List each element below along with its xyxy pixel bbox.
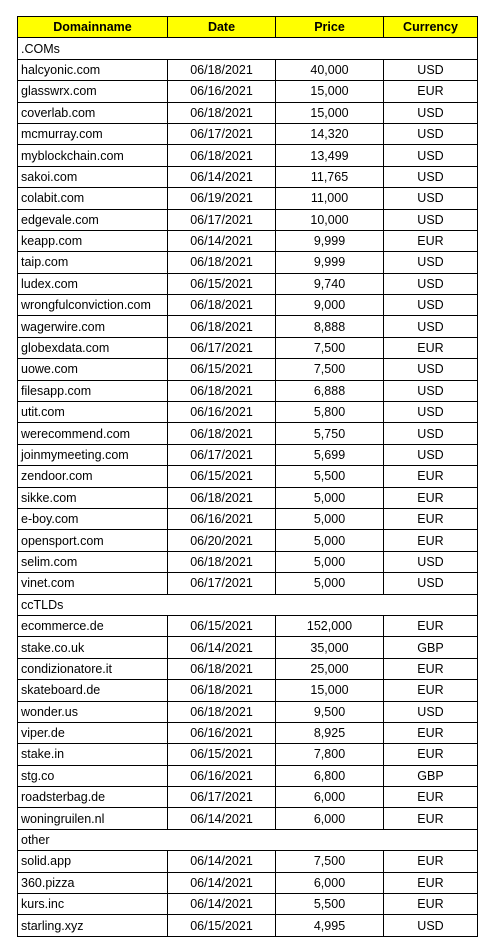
date-cell: 06/16/2021 bbox=[168, 722, 276, 743]
currency-cell: USD bbox=[384, 359, 478, 380]
header-domainname: Domainname bbox=[18, 17, 168, 38]
currency-cell: EUR bbox=[384, 894, 478, 915]
date-cell: 06/18/2021 bbox=[168, 551, 276, 572]
date-cell: 06/19/2021 bbox=[168, 188, 276, 209]
domain-sales-table bbox=[17, 16, 478, 937]
date-cell: 06/16/2021 bbox=[168, 765, 276, 786]
price-cell: 5,000 bbox=[276, 530, 384, 551]
currency-cell: EUR bbox=[384, 808, 478, 829]
price-cell: 15,000 bbox=[276, 81, 384, 102]
date-cell: 06/14/2021 bbox=[168, 872, 276, 893]
table-body bbox=[18, 38, 478, 936]
currency-cell: EUR bbox=[384, 851, 478, 872]
price-cell: 5,000 bbox=[276, 573, 384, 594]
table-row bbox=[18, 230, 478, 251]
price-cell: 11,000 bbox=[276, 188, 384, 209]
date-cell: 06/15/2021 bbox=[168, 744, 276, 765]
table-row bbox=[18, 551, 478, 572]
currency-cell: USD bbox=[384, 252, 478, 273]
section-title: other bbox=[18, 829, 478, 850]
domain-cell: mcmurray.com bbox=[18, 123, 168, 144]
price-cell: 7,500 bbox=[276, 337, 384, 358]
date-cell: 06/14/2021 bbox=[168, 894, 276, 915]
price-cell: 14,320 bbox=[276, 123, 384, 144]
section-title: ccTLDs bbox=[18, 594, 478, 615]
date-cell: 06/18/2021 bbox=[168, 487, 276, 508]
header-price: Price bbox=[276, 17, 384, 38]
domain-cell: werecommend.com bbox=[18, 423, 168, 444]
currency-cell: EUR bbox=[384, 744, 478, 765]
currency-cell: EUR bbox=[384, 787, 478, 808]
currency-cell: EUR bbox=[384, 680, 478, 701]
date-cell: 06/18/2021 bbox=[168, 680, 276, 701]
table-row bbox=[18, 637, 478, 658]
domain-cell: ecommerce.de bbox=[18, 615, 168, 636]
domain-cell: stg.co bbox=[18, 765, 168, 786]
price-cell: 6,888 bbox=[276, 380, 384, 401]
table-row bbox=[18, 487, 478, 508]
domain-cell: condizionatore.it bbox=[18, 658, 168, 679]
currency-cell: USD bbox=[384, 188, 478, 209]
price-cell: 9,740 bbox=[276, 273, 384, 294]
price-cell: 5,000 bbox=[276, 551, 384, 572]
date-cell: 06/18/2021 bbox=[168, 380, 276, 401]
section-row bbox=[18, 594, 478, 615]
domain-cell: roadsterbag.de bbox=[18, 787, 168, 808]
table-row bbox=[18, 722, 478, 743]
date-cell: 06/14/2021 bbox=[168, 166, 276, 187]
currency-cell: USD bbox=[384, 380, 478, 401]
table-row bbox=[18, 359, 478, 380]
domain-cell: colabit.com bbox=[18, 188, 168, 209]
domain-cell: taip.com bbox=[18, 252, 168, 273]
price-cell: 8,925 bbox=[276, 722, 384, 743]
price-cell: 5,000 bbox=[276, 508, 384, 529]
section-row bbox=[18, 38, 478, 59]
currency-cell: USD bbox=[384, 273, 478, 294]
date-cell: 06/17/2021 bbox=[168, 123, 276, 144]
date-cell: 06/16/2021 bbox=[168, 508, 276, 529]
date-cell: 06/18/2021 bbox=[168, 316, 276, 337]
domain-cell: uowe.com bbox=[18, 359, 168, 380]
price-cell: 6,800 bbox=[276, 765, 384, 786]
currency-cell: USD bbox=[384, 402, 478, 423]
price-cell: 5,699 bbox=[276, 444, 384, 465]
date-cell: 06/20/2021 bbox=[168, 530, 276, 551]
domain-cell: selim.com bbox=[18, 551, 168, 572]
currency-cell: USD bbox=[384, 123, 478, 144]
price-cell: 8,888 bbox=[276, 316, 384, 337]
domain-cell: myblockchain.com bbox=[18, 145, 168, 166]
table-row bbox=[18, 466, 478, 487]
currency-cell: EUR bbox=[384, 230, 478, 251]
domain-cell: filesapp.com bbox=[18, 380, 168, 401]
table-row bbox=[18, 166, 478, 187]
domain-cell: wrongfulconviction.com bbox=[18, 295, 168, 316]
price-cell: 7,500 bbox=[276, 851, 384, 872]
table-row bbox=[18, 808, 478, 829]
currency-cell: USD bbox=[384, 551, 478, 572]
price-cell: 7,800 bbox=[276, 744, 384, 765]
price-cell: 11,765 bbox=[276, 166, 384, 187]
currency-cell: USD bbox=[384, 166, 478, 187]
date-cell: 06/15/2021 bbox=[168, 359, 276, 380]
table-row bbox=[18, 59, 478, 80]
currency-cell: USD bbox=[384, 701, 478, 722]
table-row bbox=[18, 894, 478, 915]
date-cell: 06/18/2021 bbox=[168, 295, 276, 316]
table-row bbox=[18, 273, 478, 294]
domain-cell: solid.app bbox=[18, 851, 168, 872]
price-cell: 5,800 bbox=[276, 402, 384, 423]
price-cell: 4,995 bbox=[276, 915, 384, 936]
table-row bbox=[18, 123, 478, 144]
domain-cell: viper.de bbox=[18, 722, 168, 743]
domain-cell: e-boy.com bbox=[18, 508, 168, 529]
domain-cell: joinmymeeting.com bbox=[18, 444, 168, 465]
price-cell: 7,500 bbox=[276, 359, 384, 380]
domain-cell: stake.in bbox=[18, 744, 168, 765]
table-row bbox=[18, 744, 478, 765]
currency-cell: EUR bbox=[384, 81, 478, 102]
domain-cell: starling.xyz bbox=[18, 915, 168, 936]
section-row bbox=[18, 829, 478, 850]
date-cell: 06/14/2021 bbox=[168, 230, 276, 251]
currency-cell: EUR bbox=[384, 487, 478, 508]
price-cell: 6,000 bbox=[276, 787, 384, 808]
currency-cell: USD bbox=[384, 209, 478, 230]
table-row bbox=[18, 380, 478, 401]
price-cell: 9,999 bbox=[276, 230, 384, 251]
domain-cell: vinet.com bbox=[18, 573, 168, 594]
table-row bbox=[18, 145, 478, 166]
date-cell: 06/17/2021 bbox=[168, 337, 276, 358]
table-row bbox=[18, 295, 478, 316]
domain-cell: halcyonic.com bbox=[18, 59, 168, 80]
currency-cell: EUR bbox=[384, 508, 478, 529]
date-cell: 06/17/2021 bbox=[168, 444, 276, 465]
price-cell: 6,000 bbox=[276, 808, 384, 829]
domain-cell: zendoor.com bbox=[18, 466, 168, 487]
price-cell: 10,000 bbox=[276, 209, 384, 230]
domain-cell: globexdata.com bbox=[18, 337, 168, 358]
price-cell: 6,000 bbox=[276, 872, 384, 893]
price-cell: 40,000 bbox=[276, 59, 384, 80]
domain-cell: ludex.com bbox=[18, 273, 168, 294]
domain-cell: kurs.inc bbox=[18, 894, 168, 915]
domain-cell: stake.co.uk bbox=[18, 637, 168, 658]
table-row bbox=[18, 787, 478, 808]
table-row bbox=[18, 530, 478, 551]
date-cell: 06/18/2021 bbox=[168, 102, 276, 123]
price-cell: 25,000 bbox=[276, 658, 384, 679]
table-row bbox=[18, 508, 478, 529]
table-row bbox=[18, 316, 478, 337]
price-cell: 9,999 bbox=[276, 252, 384, 273]
table-row bbox=[18, 915, 478, 936]
date-cell: 06/18/2021 bbox=[168, 252, 276, 273]
currency-cell: USD bbox=[384, 915, 478, 936]
currency-cell: GBP bbox=[384, 637, 478, 658]
table-row bbox=[18, 872, 478, 893]
currency-cell: USD bbox=[384, 295, 478, 316]
table-row bbox=[18, 102, 478, 123]
header-currency: Currency bbox=[384, 17, 478, 38]
date-cell: 06/18/2021 bbox=[168, 658, 276, 679]
price-cell: 5,500 bbox=[276, 894, 384, 915]
domain-cell: utit.com bbox=[18, 402, 168, 423]
table-row bbox=[18, 337, 478, 358]
date-cell: 06/14/2021 bbox=[168, 851, 276, 872]
price-cell: 9,500 bbox=[276, 701, 384, 722]
currency-cell: EUR bbox=[384, 722, 478, 743]
table-row bbox=[18, 658, 478, 679]
table-row bbox=[18, 402, 478, 423]
header-row bbox=[18, 17, 478, 38]
currency-cell: USD bbox=[384, 102, 478, 123]
table-row bbox=[18, 765, 478, 786]
date-cell: 06/15/2021 bbox=[168, 273, 276, 294]
table-row bbox=[18, 423, 478, 444]
date-cell: 06/17/2021 bbox=[168, 573, 276, 594]
currency-cell: USD bbox=[384, 59, 478, 80]
domain-cell: wagerwire.com bbox=[18, 316, 168, 337]
price-cell: 13,499 bbox=[276, 145, 384, 166]
date-cell: 06/18/2021 bbox=[168, 59, 276, 80]
price-cell: 5,750 bbox=[276, 423, 384, 444]
date-cell: 06/16/2021 bbox=[168, 81, 276, 102]
date-cell: 06/14/2021 bbox=[168, 637, 276, 658]
date-cell: 06/18/2021 bbox=[168, 145, 276, 166]
domain-cell: coverlab.com bbox=[18, 102, 168, 123]
currency-cell: EUR bbox=[384, 872, 478, 893]
price-cell: 152,000 bbox=[276, 615, 384, 636]
table-row bbox=[18, 615, 478, 636]
price-cell: 15,000 bbox=[276, 680, 384, 701]
domain-cell: skateboard.de bbox=[18, 680, 168, 701]
currency-cell: USD bbox=[384, 444, 478, 465]
domain-cell: glasswrx.com bbox=[18, 81, 168, 102]
date-cell: 06/18/2021 bbox=[168, 423, 276, 444]
price-cell: 5,000 bbox=[276, 487, 384, 508]
table-row bbox=[18, 252, 478, 273]
table-row bbox=[18, 680, 478, 701]
date-cell: 06/14/2021 bbox=[168, 808, 276, 829]
currency-cell: GBP bbox=[384, 765, 478, 786]
date-cell: 06/18/2021 bbox=[168, 701, 276, 722]
domain-cell: opensport.com bbox=[18, 530, 168, 551]
domain-cell: sikke.com bbox=[18, 487, 168, 508]
section-title: .COMs bbox=[18, 38, 478, 59]
date-cell: 06/17/2021 bbox=[168, 787, 276, 808]
table-row bbox=[18, 188, 478, 209]
domain-cell: keapp.com bbox=[18, 230, 168, 251]
price-cell: 5,500 bbox=[276, 466, 384, 487]
table-row bbox=[18, 81, 478, 102]
domain-cell: edgevale.com bbox=[18, 209, 168, 230]
date-cell: 06/16/2021 bbox=[168, 402, 276, 423]
currency-cell: USD bbox=[384, 573, 478, 594]
date-cell: 06/15/2021 bbox=[168, 615, 276, 636]
table-row bbox=[18, 851, 478, 872]
header-date: Date bbox=[168, 17, 276, 38]
price-cell: 9,000 bbox=[276, 295, 384, 316]
currency-cell: USD bbox=[384, 145, 478, 166]
table-row bbox=[18, 444, 478, 465]
table-row bbox=[18, 573, 478, 594]
currency-cell: USD bbox=[384, 316, 478, 337]
currency-cell: EUR bbox=[384, 466, 478, 487]
date-cell: 06/15/2021 bbox=[168, 915, 276, 936]
price-cell: 15,000 bbox=[276, 102, 384, 123]
date-cell: 06/17/2021 bbox=[168, 209, 276, 230]
currency-cell: EUR bbox=[384, 337, 478, 358]
currency-cell: EUR bbox=[384, 530, 478, 551]
table-row bbox=[18, 209, 478, 230]
currency-cell: USD bbox=[384, 423, 478, 444]
table-row bbox=[18, 701, 478, 722]
domain-cell: 360.pizza bbox=[18, 872, 168, 893]
domain-cell: sakoi.com bbox=[18, 166, 168, 187]
domain-cell: woningruilen.nl bbox=[18, 808, 168, 829]
currency-cell: EUR bbox=[384, 658, 478, 679]
domain-cell: wonder.us bbox=[18, 701, 168, 722]
price-cell: 35,000 bbox=[276, 637, 384, 658]
currency-cell: EUR bbox=[384, 615, 478, 636]
date-cell: 06/15/2021 bbox=[168, 466, 276, 487]
